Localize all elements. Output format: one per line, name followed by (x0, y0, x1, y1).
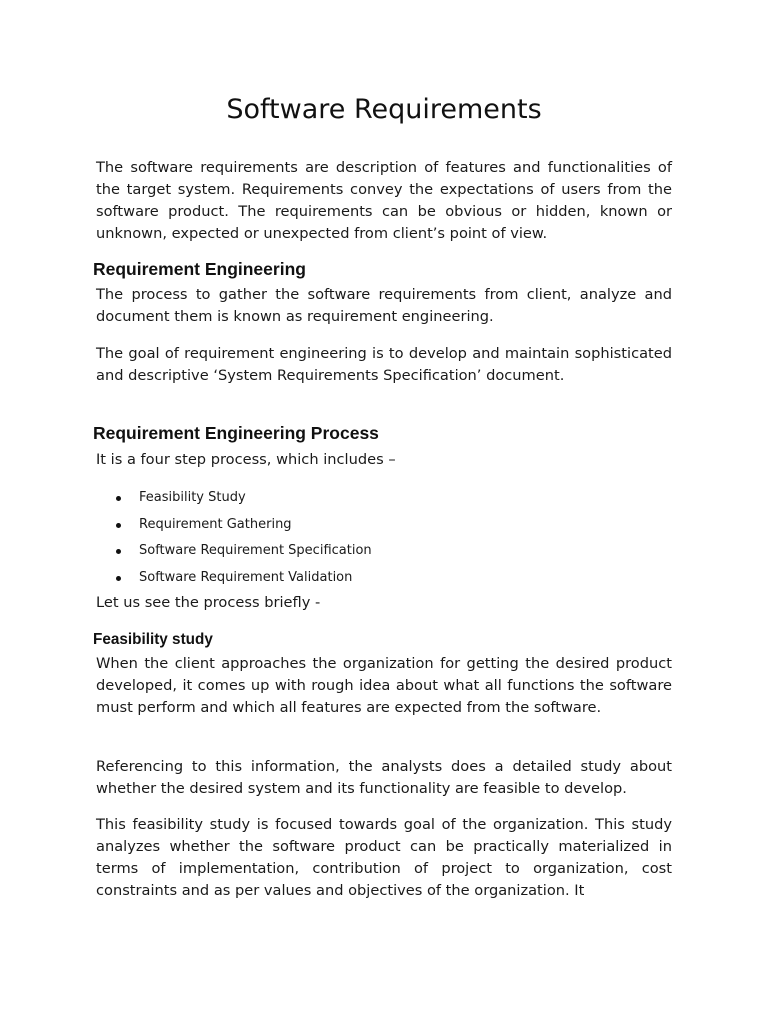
heading-requirement-engineering: Requirement Engineering (93, 259, 306, 279)
process-steps-list (114, 487, 372, 593)
feasibility-paragraph-2: Referencing to this information, the analysts does a detailed study about whether the desired system and its functionality are feasible to develop. (96, 758, 672, 797)
step-label: Requirement Gathering (139, 516, 292, 532)
bullet-icon (116, 576, 121, 581)
feasibility-paragraph-3: This feasibility study is focused towards goal of the organization. This study analyzes whether the software product can be practically materialized in terms of implementation, contribution of project to organization, cost constraints and as per values and objectives of the organization. It (96, 816, 672, 899)
list-item (114, 567, 372, 594)
requirement-engineering-paragraph-1: The process to gather the software requirements from client, analyze and document them is known as requirement engineering. (96, 286, 672, 325)
feasibility-paragraph-1: When the client approaches the organization for getting the desired product developed, it comes up with rough idea about what all functions the software must perform and which all features are expected from the software. (96, 655, 672, 716)
step-label: Software Requirement Specification (139, 543, 372, 559)
bullet-icon (116, 496, 121, 501)
bullet-icon (116, 523, 121, 528)
bullet-icon (116, 549, 121, 554)
intro-paragraph: The software requirements are description of features and functionalities of the target system. Requirements convey the expectations of users from the software product. The requirements can be obvious or hidden, known or unknown, expected or unexpected from client’s point of view. (96, 159, 672, 242)
document-title: Software Requirements (226, 94, 542, 125)
process-closing-text: Let us see the process briefly - (96, 594, 321, 611)
step-label: Feasibility Study (139, 490, 246, 505)
process-lead-text: It is a four step process, which includes – (96, 451, 396, 468)
list-item (114, 487, 372, 514)
requirement-engineering-paragraph-2: The goal of requirement engineering is to develop and maintain sophisticated and descriptive ‘System Requirements Specification’ document. (96, 345, 672, 384)
list-item (114, 514, 372, 541)
step-label: Software Requirement Validation (139, 569, 353, 585)
heading-feasibility-study: Feasibility study (93, 631, 213, 648)
heading-requirement-engineering-process: Requirement Engineering Process (93, 423, 379, 443)
list-item (114, 540, 372, 567)
